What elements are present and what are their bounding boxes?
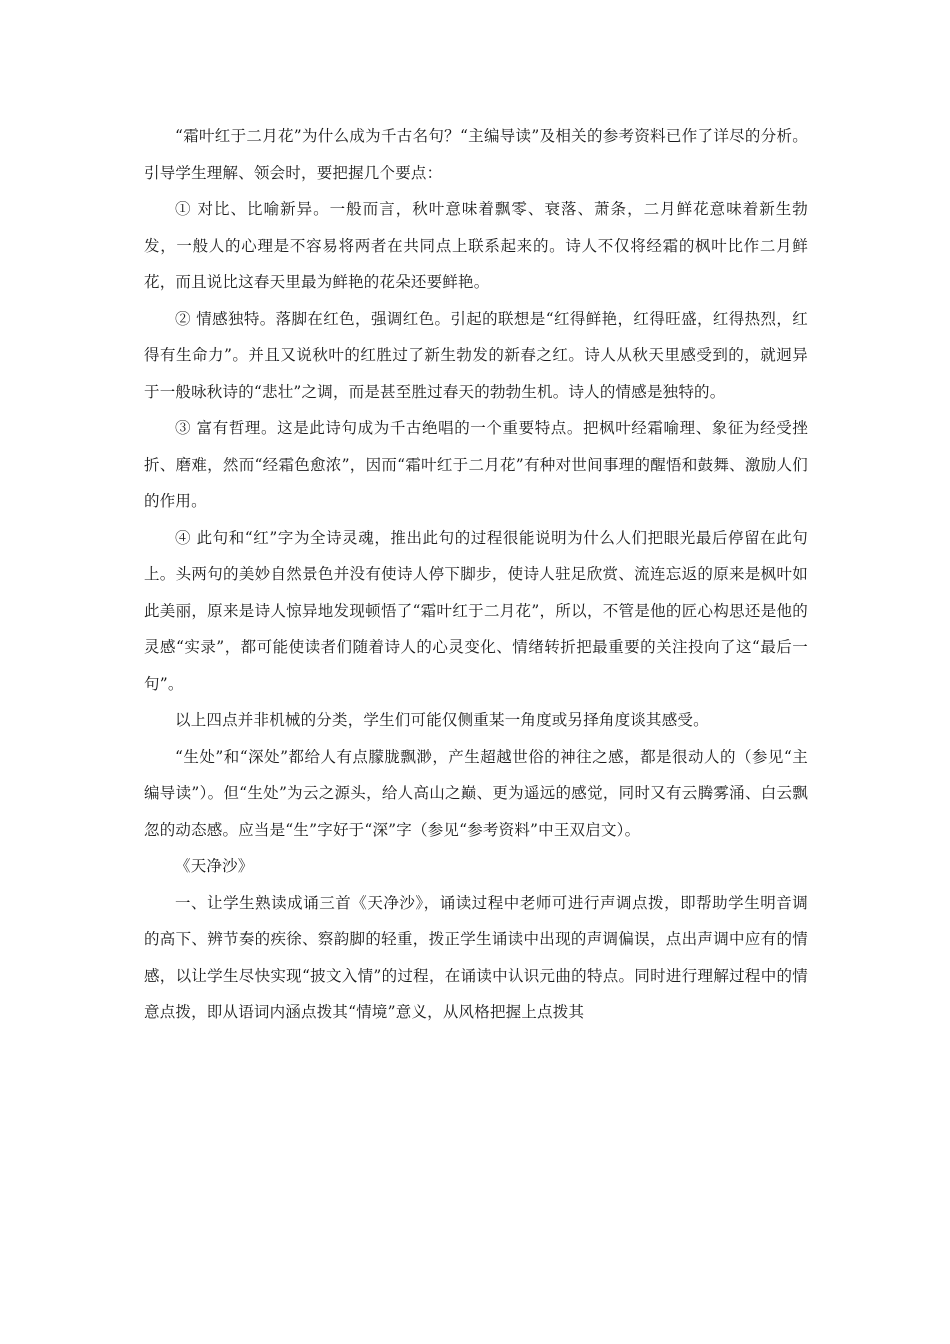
paragraph-sheng-vs-shen: “生处”和“深处”都给人有点朦胧飘渺，产生超越世俗的神往之感，都是很动人的（参见“主编导读”）。但“生处”为云之源头，给人高山之巅、更为遥远的感觉，同时又有云腾雾涌、白云飘忽的动态感。应当是“生”字好于“深”字（参见“参考资料”中王双启文）。	[144, 747, 808, 839]
paragraph-point-3-philosophy: ③ 富有哲理。这是此诗句成为千古绝唱的一个重要特点。把枫叶经霜喻理、象征为经受挫折、磨难，然而“经霜色愈浓”，因而“霜叶红于二月花”有种对世间事理的醒悟和鼓舞、激励人们的作用。	[144, 419, 808, 510]
paragraph-tianjingsha-one: 一、让学生熟读成诵三首《天净沙》，诵读过程中老师可进行声调点拨，即帮助学生明音调的高下、辨节奏的疾徐、察韵脚的轻重，拨正学生诵读中出现的声调偏误，点出声调中应有的情感，以让学生尽快实现“披文入情”的过程，在诵读中认识元曲的特点。同时进行理解过程中的情意点拨，即从语词内涵点拨其“情境”意义，从风格把握上点拨其	[144, 893, 808, 1021]
paragraph-point-4-soul: ④ 此句和“红”字为全诗灵魂，推出此句的过程很能说明为什么人们把眼光最后停留在此句上。头两句的美妙自然景色并没有使诗人停下脚步，使诗人驻足欣赏、流连忘返的原来是枫叶如此美丽，原来是诗人惊异地发现顿悟了“霜叶红于二月花”，所以，不管是他的匠心构思还是他的灵感“实录”，都可能使读者们随着诗人的心灵变化、情绪转折把最重要的关注投向了这“最后一句”。	[144, 528, 808, 693]
section-title-tianjingsha: 《天净沙》	[175, 857, 254, 875]
paragraph-point-2-emotion: ② 情感独特。落脚在红色，强调红色。引起的联想是“红得鲜艳，红得旺盛，红得热烈，红得有生命力”。并且又说秋叶的红胜过了新生勃发的新春之红。诗人从秋天里感受到的，就迥异于一般咏秋诗的“悲壮”之调，而是甚至胜过春天的勃勃生机。诗人的情感是独特的。	[144, 309, 808, 401]
document-body	[144, 118, 808, 1031]
paragraph-summary: 以上四点并非机械的分类，学生们可能仅侧重某一角度或另择角度谈其感受。	[175, 711, 709, 729]
paragraph-point-1-contrast: ① 对比、比喻新异。一般而言，秋叶意味着飘零、衰落、萧条，二月鲜花意味着新生勃发，一般人的心理是不容易将两者在共同点上联系起来的。诗人不仅将经霜的枫叶比作二月鲜花，而且说比这春天里最为鲜艳的花朵还要鲜艳。	[144, 200, 808, 291]
paragraph-frost-leaves-intro: “霜叶红于二月花”为什么成为千古名句？“主编导读”及相关的参考资料已作了详尽的分析。引导学生理解、领会时，要把握几个要点：	[144, 127, 808, 182]
